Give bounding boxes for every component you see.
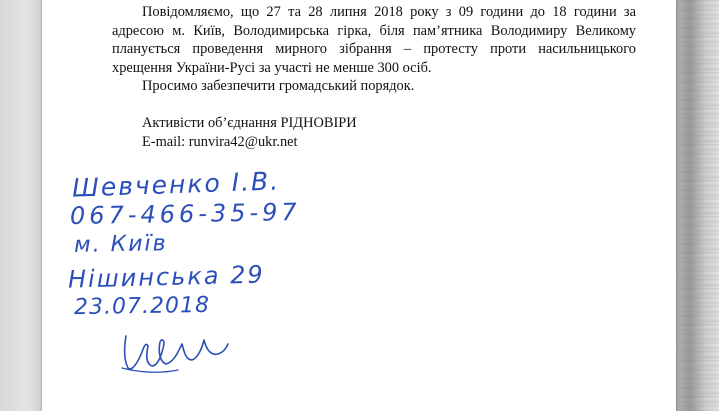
paper-sheet [42, 0, 676, 411]
notice-paragraph: Повідомляємо, що 27 та 28 липня 2018 року з 09 години до 18 години за адресою м. Київ, Володимирська гірка, біля пам’ятника Володимиру Великому планується проведення мирного зібрання – протесту проти насильницького хрещення України-Русі за участі не менше 300 осіб. [112, 4, 636, 76]
handwritten-street: Нішинська 29 [67, 260, 266, 294]
handwritten-signature [118, 322, 238, 378]
typed-text-block [112, 3, 636, 151]
handwritten-date: 23.07.2018 [73, 292, 211, 321]
handwritten-name: Шевченко І.В. [71, 166, 281, 203]
email-line: E-mail: runvira42@ukr.net [142, 133, 298, 150]
request-paragraph: Просимо забезпечити громадський порядок. [142, 78, 415, 94]
handwritten-phone: 067-466-35-97 [69, 197, 301, 231]
handwritten-city: м. Київ [73, 231, 168, 258]
right-shadow-strip [675, 0, 719, 411]
left-shadow-strip [0, 0, 44, 411]
organization-line: Активісти об’єднання РІДНОВІРИ [142, 115, 357, 131]
